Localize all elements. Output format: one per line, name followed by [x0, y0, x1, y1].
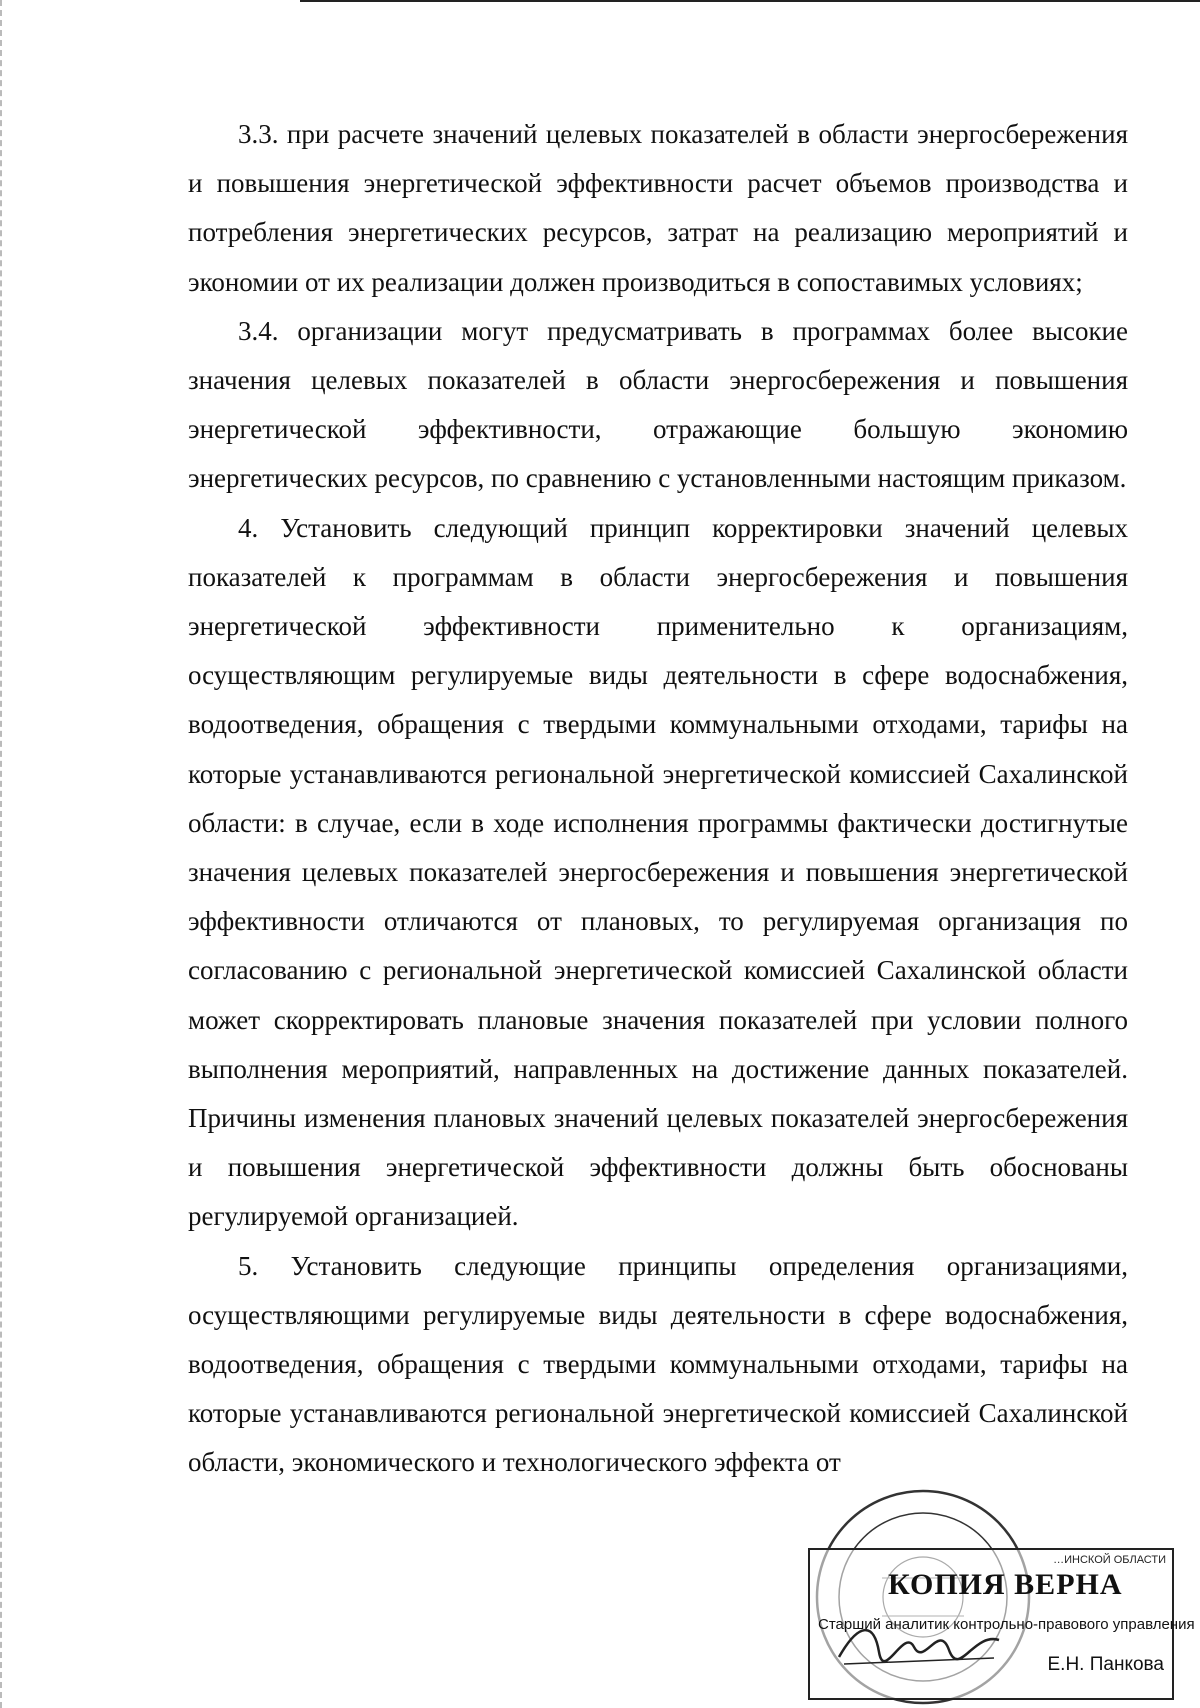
- paragraph-4: 4. Установить следующий принцип корректировки значений целевых показателей к программам в области энергосбережения и повышения энергетической эффективности применительно к организациям, осуществляющим регулируемые виды деятельности в сфере водоснабжения, водоотведения, обращения с твердыми коммунальными отходами, тарифы на которые устанавливаются региональной энергетической комиссией Сахалинской области: в случае, если в ходе исполнения программы фактически достигнутые значения целевых показателей энергосбережения и повышения энергетической эффективности отличаются от плановых, то регулируемая организация по согласованию с региональной энергетической комиссией Сахалинской области может скорректировать плановые значения показателей при условии полного выполнения мероприятий, направленных на достижение данных показателей. Причины изменения плановых значений целевых показателей энергосбережения и повышения энергетической эффективности должны быть обоснованы регулируемой организацией.: [188, 512, 1128, 1232]
- paragraph-5: 5. Установить следующие принципы определения организациями, осуществляющими регулируемые виды деятельности в сфере водоснабжения, водоотведения, обращения с твердыми коммунальными отходами, тарифы на которые устанавливаются региональной энергетической комиссией Сахалинской области, экономического и технологического эффекта от: [188, 1250, 1128, 1478]
- paragraph-3-4: 3.4. организации могут предусматривать в программах более высокие значения целевых показателей в области энергосбережения и повышения энергетической эффективности, отражающие большую экономию энергетических ресурсов, по сравнению с установленными настоящим приказом.: [188, 315, 1128, 494]
- stamp-name: Е.Н. Панкова: [1047, 1654, 1164, 1675]
- paragraph-3-3: 3.3. при расчете значений целевых показателей в области энергосбережения и повышения энергетической эффективности расчет объемов производства и потребления энергетических ресурсов, затрат на реализацию мероприятий и экономии от их реализации должен производиться в сопоставимых условиях;: [188, 119, 1128, 297]
- signature-icon: [834, 1612, 1004, 1672]
- document-body: [188, 110, 1128, 1488]
- stamp-org: …ИНСКОЙ ОБЛАСТИ: [1053, 1554, 1166, 1566]
- scan-left-edge: [0, 0, 4, 1708]
- top-border-line: [300, 0, 1200, 2]
- stamp-position: Старший аналитик контрольно-правового управления: [818, 1616, 1195, 1633]
- stamp-title: КОПИЯ ВЕРНА: [888, 1568, 1123, 1601]
